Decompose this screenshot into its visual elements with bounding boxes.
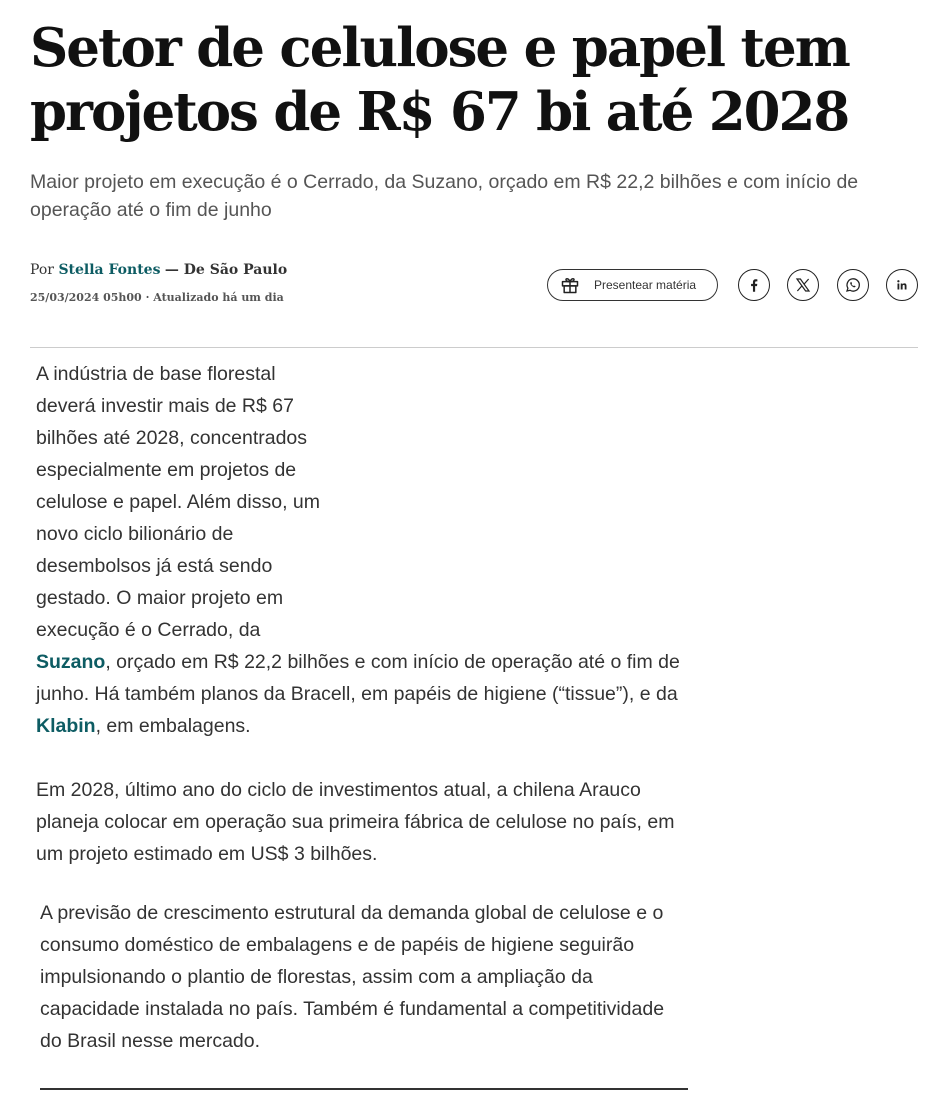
paragraph-line: desembolsos já está sendo — [36, 555, 273, 577]
paragraph-line: bilhões até 2028, concentrados — [36, 427, 308, 449]
x-icon — [794, 276, 812, 294]
share-x-button[interactable] — [787, 269, 819, 301]
byline-location: — De São Paulo — [164, 262, 288, 278]
share-linkedin-button[interactable] — [886, 269, 918, 301]
paragraph-line: A indústria de base florestal — [36, 363, 276, 385]
byline-prefix: Por — [30, 262, 54, 278]
gift-icon — [560, 275, 580, 295]
linkedin-icon — [893, 276, 911, 294]
publish-date: 25/03/2024 05h00 — [30, 291, 142, 304]
quote-divider — [40, 1088, 688, 1090]
article-quote: A previsão de crescimento estrutural da demanda global de celulose e o consumo doméstico de embalagens e de papéis de higiene seguirão impulsionando o plantio de florestas, assim com a ampliação da capacidade instalada no país. Também é fundamental a competitividade do Brasil nesse mercado. — [40, 902, 665, 1052]
article-paragraph — [36, 358, 696, 742]
article-paragraph: Em 2028, último ano do ciclo de investimentos atual, a chilena Arauco planeja colocar em operação sua primeira fábrica de celulose no país, em um projeto estimado em US$ 3 bilhões. — [36, 779, 675, 865]
share-facebook-button[interactable] — [738, 269, 770, 301]
author-link[interactable]: Stella Fontes — [58, 262, 161, 278]
paragraph-line: execução é o Cerrado, da — [36, 619, 261, 641]
dateline — [30, 291, 284, 304]
paragraph-line: especialmente em projetos de — [36, 459, 297, 481]
paragraph-line: celulose e papel. Além disso, um — [36, 491, 320, 513]
article-subtitle: Maior projeto em execução é o Cerrado, da Suzano, orçado em R$ 22,2 bilhões e com início de operação até o fim de junho — [30, 171, 859, 221]
klabin-link[interactable]: Klabin — [36, 715, 96, 737]
paragraph-line: novo ciclo bilionário de — [36, 523, 234, 545]
paragraph-text: , orçado em R$ 22,2 bilhões e com início de operação até o fim de junho. Há também planos da Bracell, em papéis de higiene (“tissue”), e da — [36, 651, 680, 705]
gift-label: Presentear matéria — [594, 278, 697, 292]
updated-time: · Atualizado há um dia — [145, 291, 284, 304]
paragraph-text: , em embalagens. — [95, 715, 251, 737]
whatsapp-icon — [844, 276, 862, 294]
facebook-icon — [745, 276, 763, 294]
share-whatsapp-button[interactable] — [837, 269, 869, 301]
article-headline: Setor de celulose e papel tem projetos de R$ 67 bi até 2028 — [30, 17, 849, 143]
paragraph-line: gestado. O maior projeto em — [36, 587, 284, 609]
suzano-link[interactable]: Suzano — [36, 651, 106, 673]
byline — [30, 262, 287, 278]
paragraph-line: deverá investir mais de R$ 67 — [36, 395, 294, 417]
header-divider — [30, 347, 918, 348]
gift-article-button[interactable] — [547, 269, 718, 301]
